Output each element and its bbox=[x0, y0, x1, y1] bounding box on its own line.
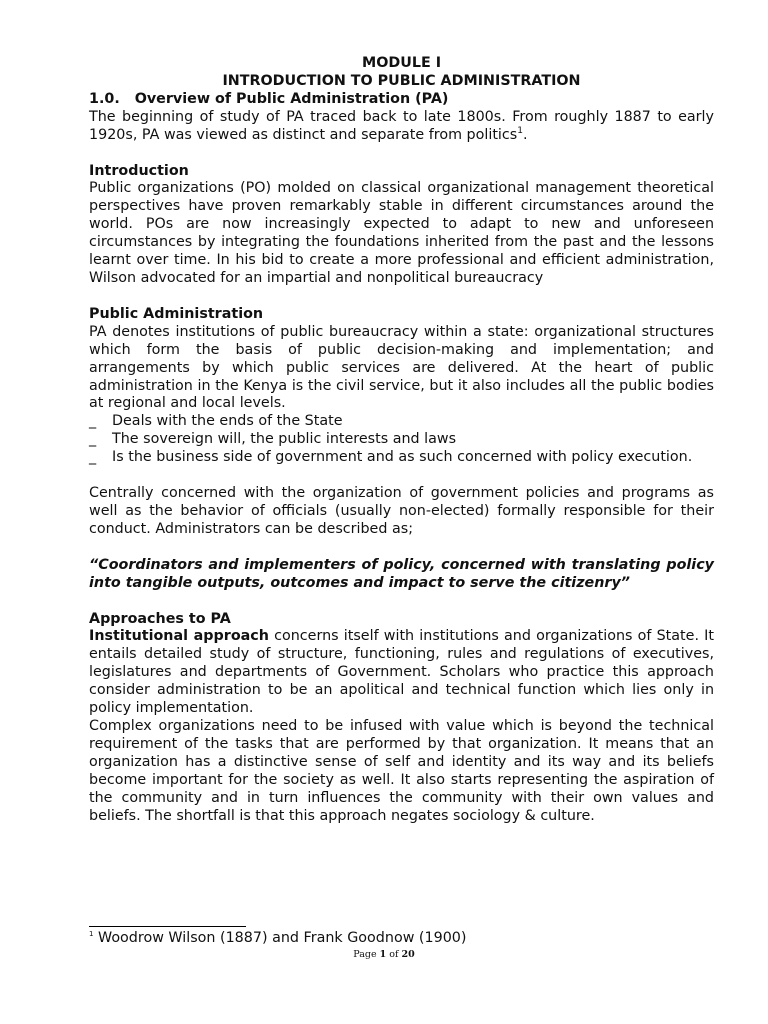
footnote bbox=[89, 930, 466, 946]
list-bullet: _ bbox=[89, 449, 97, 466]
institutional-label: Institutional approach bbox=[89, 628, 269, 645]
complex-organizations-paragraph: Complex organizations need to be infused with value which is beyond the technical requirement of the tasks that are performed by that organization. It means that an organization has a distinctive sense of self and identity and its way and its beliefs become important for the society as well. It also starts representing the aspiration of the community and in turn influences the community with their own values and beliefs. The shortfall is that this approach negates sociology & culture. bbox=[89, 718, 714, 824]
footnote-number: 1 bbox=[89, 930, 94, 939]
overview-paragraph: The beginning of study of PA traced back to late 1800s. From roughly 1887 to early 1920s, PA was viewed as distinct and separate from politics$^1$. bbox=[89, 108, 714, 143]
approaches-heading: Approaches to PA bbox=[89, 610, 231, 627]
institutional-paragraph: Institutional approach concerns itself with institutions and organizations of State. It entails detailed study of structure, functioning, rules and regulations of executives, legislatures and departments of Government. Scholars who practice this approach consider administration to be an apolitical and technical function which lies only in policy implementation. bbox=[89, 628, 714, 717]
section-title: Overview of Public Administration (PA) bbox=[134, 90, 449, 107]
list-item: _ Deals with the ends of the State bbox=[89, 413, 343, 430]
page-number: Page 1 of 20 bbox=[353, 949, 415, 960]
introduction-heading: Introduction bbox=[89, 162, 189, 179]
characteristics-list bbox=[89, 413, 714, 467]
public-administration-heading: Public Administration bbox=[89, 305, 264, 322]
concern-paragraph: Centrally concerned with the organization of government policies and programs as well as the behavior of officials (usually non-elected) formally responsible for their conduct. Administrators can be described as; bbox=[89, 485, 714, 537]
list-bullet: _ bbox=[89, 431, 97, 448]
administrator-quote: “Coordinators and implementers of policy, concerned with translating policy into tangible outputs, outcomes and impact to serve the citizenry” bbox=[89, 556, 714, 591]
introduction-paragraph: Public organizations (PO) molded on classical organizational management theoretical perspectives have proven remarkably stable in different circumstances around the world. POs are now increasingly expected to adapt to new and unforeseen circumstances by integrating the foundations inherited from the past and the lessons learnt over time. In his bid to create a more professional and efficient administration, Wilson advocated for an impartial and nonpolitical bureaucracy bbox=[89, 180, 714, 286]
list-item: _ Is the business side of government and as such concerned with policy execution. bbox=[89, 449, 693, 466]
section-heading bbox=[89, 91, 714, 109]
module-title: INTRODUCTION TO PUBLIC ADMINISTRATION bbox=[222, 72, 581, 89]
section-number: 1.0. bbox=[89, 90, 120, 107]
document-page bbox=[89, 55, 714, 825]
module-label: MODULE I bbox=[361, 55, 442, 71]
list-item: _ The sovereign will, the public interests and laws bbox=[89, 431, 457, 448]
footnote-text: Woodrow Wilson (1887) and Frank Goodnow (1900) bbox=[98, 930, 467, 946]
footnote-separator bbox=[89, 926, 246, 927]
list-bullet: _ bbox=[89, 413, 97, 430]
public-administration-paragraph: PA denotes institutions of public bureaucracy within a state: organizational structures which form the basis of public decision-making and implementation; and arrangements by which public services are delivered. At the heart of public administration in the Kenya is the civil service, but it also includes all the public bodies at regional and local levels. bbox=[89, 323, 714, 412]
footnote-reference: 1 bbox=[517, 125, 523, 136]
